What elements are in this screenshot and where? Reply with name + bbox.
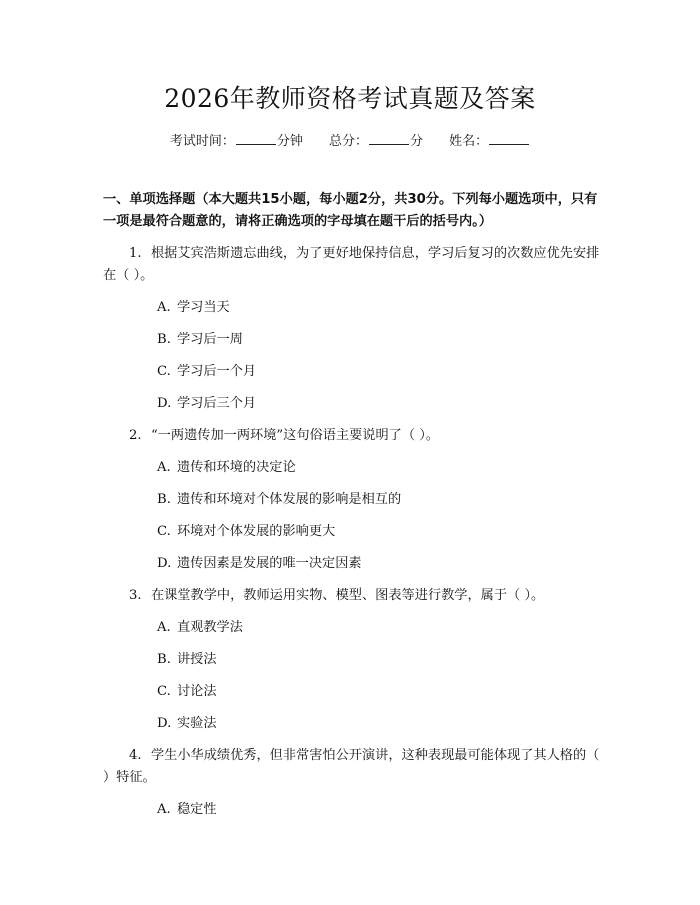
name-field [449, 131, 530, 152]
page-title: 2026年教师资格考试真题及答案 [164, 84, 536, 113]
option-text: 学习后一周 [177, 332, 243, 347]
question-number: 4. [129, 748, 142, 763]
option-label: A. [157, 802, 171, 817]
option-label: B. [157, 652, 171, 667]
question-number: 3. [129, 588, 142, 603]
option-label: C. [157, 524, 171, 539]
question-4 [103, 745, 601, 789]
question-number: 2. [129, 428, 142, 443]
option-label: A. [157, 300, 171, 315]
option-text: 学习后三个月 [177, 396, 257, 411]
option-text: 遗传因素是发展的唯一决定因素 [177, 556, 362, 571]
question-text: 根据艾宾浩斯遗忘曲线，为了更好地保持信息，学习后复习的次数应优先安排在（ ）。 [103, 246, 600, 283]
option-label: C. [157, 684, 171, 699]
option-label: C. [157, 364, 171, 379]
question-text: 学生小华成绩优秀，但非常害怕公开演讲，这种表现最可能体现了其人格的（ ）特征。 [103, 748, 600, 785]
name-blank [489, 131, 529, 145]
option-2d [103, 553, 601, 575]
question-2 [103, 425, 601, 447]
total-score-unit: 分 [410, 134, 424, 149]
option-text: 遗传和环境对个体发展的影响是相互的 [177, 492, 402, 507]
exam-time-blank [236, 131, 276, 145]
question-3 [103, 585, 601, 607]
option-label: A. [157, 460, 171, 475]
option-text: 讨论法 [177, 684, 217, 699]
option-4a [103, 799, 601, 821]
option-1c [103, 361, 601, 383]
option-text: 稳定性 [177, 802, 217, 817]
option-text: 学习后一个月 [177, 364, 257, 379]
total-score-blank [369, 131, 409, 145]
option-text: 实验法 [177, 716, 217, 731]
option-label: D. [157, 716, 172, 731]
option-2c [103, 521, 601, 543]
option-label: B. [157, 492, 171, 507]
option-3c [103, 681, 601, 703]
exam-time-label: 考试时间： [169, 134, 235, 149]
option-1d [103, 393, 601, 415]
name-label: 姓名： [449, 134, 489, 149]
option-text: 环境对个体发展的影响更大 [177, 524, 336, 539]
option-text: 学习当天 [177, 300, 230, 315]
exam-time-field [170, 131, 303, 152]
question-text: 在课堂教学中，教师运用实物、模型、图表等进行教学，属于（ ）。 [151, 588, 545, 603]
question-number: 1. [129, 246, 142, 261]
option-1a [103, 297, 601, 319]
exam-content [103, 189, 601, 831]
option-label: D. [157, 556, 172, 571]
option-3b [103, 649, 601, 671]
option-text: 讲授法 [177, 652, 217, 667]
question-1 [103, 243, 601, 287]
option-3a [103, 617, 601, 639]
option-2a [103, 457, 601, 479]
option-label: A. [157, 620, 171, 635]
option-1b [103, 329, 601, 351]
total-score-field [329, 131, 423, 152]
option-2b [103, 489, 601, 511]
option-3d [103, 713, 601, 735]
option-text: 直观教学法 [177, 620, 243, 635]
exam-time-unit: 分钟 [276, 134, 303, 149]
option-text: 遗传和环境的决定论 [177, 460, 296, 475]
question-text: “一两遗传加一两环境”这句俗语主要说明了（ ）。 [151, 428, 440, 443]
section-header: 一、单项选择题（本大题共15小题，每小题2分，共30分。下列每小题选项中，只有一项是最符合题意的，请将正确选项的字母填在题干后的括号内。） [103, 192, 598, 229]
exam-info-line [0, 131, 700, 152]
option-label: B. [157, 332, 171, 347]
total-score-label: 总分： [328, 134, 368, 149]
option-label: D. [157, 396, 172, 411]
